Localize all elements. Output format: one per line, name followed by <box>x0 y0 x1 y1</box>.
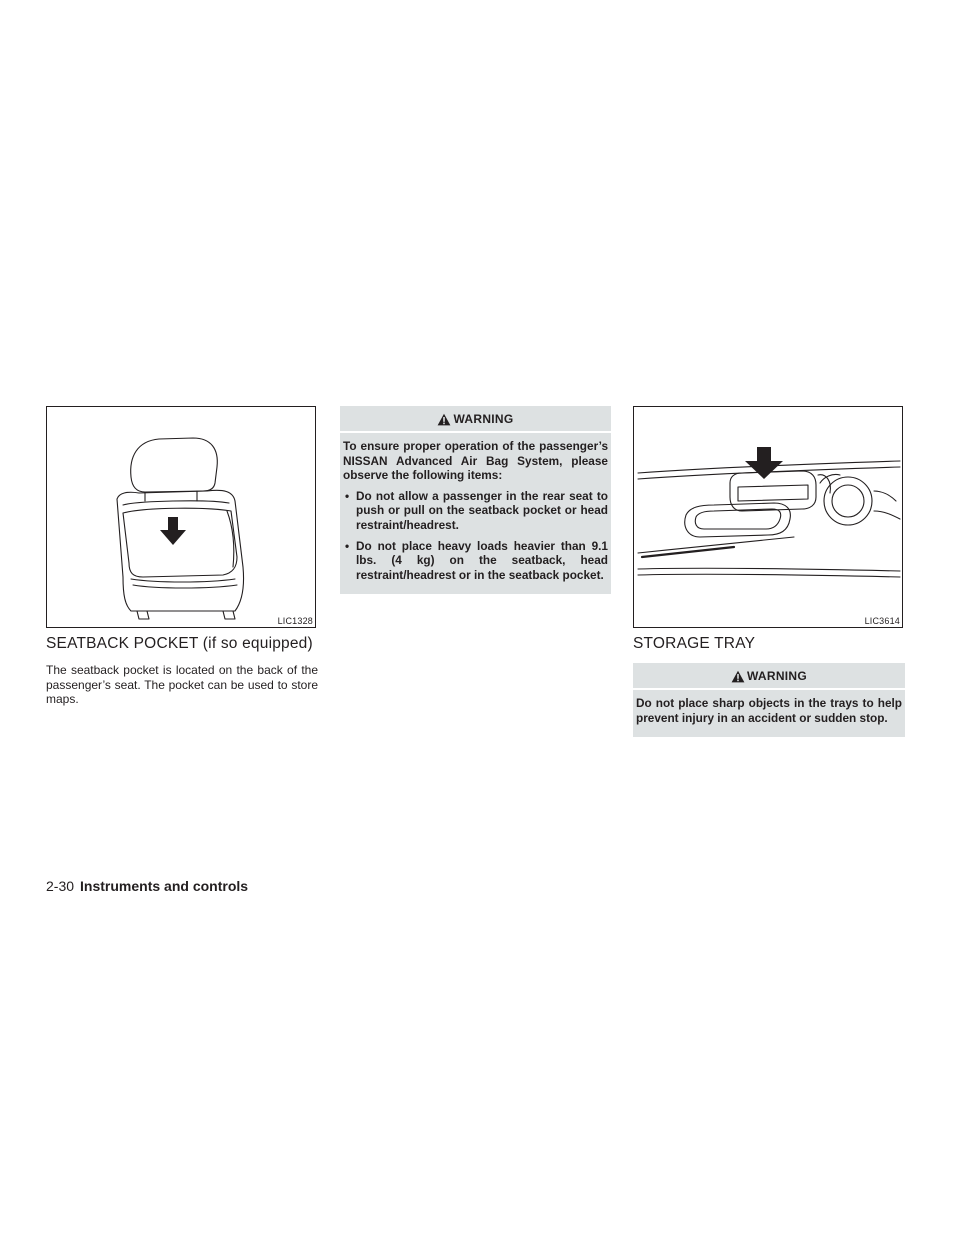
page-number: 2-30 <box>46 878 75 894</box>
storage-tray-illustration <box>633 406 903 628</box>
seat-drawing <box>47 407 317 629</box>
down-arrow-icon <box>745 447 783 479</box>
warning-triangle-icon <box>731 670 745 683</box>
seatback-pocket-illustration <box>46 406 316 628</box>
body-text: The seatback pocket is located on the back of the passenger’s seat. The pocket can be used to store maps. <box>46 663 318 707</box>
warning-text: Do not place sharp objects in the trays to help prevent injury in an accident or sudden stop. <box>636 696 902 725</box>
column-storage-tray <box>633 406 905 737</box>
chapter-title: Instruments and controls <box>80 878 249 894</box>
warning-list <box>343 489 608 583</box>
column-seatback-pocket <box>46 406 318 707</box>
warning-label: WARNING <box>453 412 514 426</box>
warning-box <box>340 406 611 594</box>
list-item: • Do not place heavy loads heavier than 9.1 lbs. (4 kg) on the seatback, head restraint/headrest or in the seatback pocket. <box>343 539 608 583</box>
warning-heading <box>340 406 611 433</box>
warning-heading <box>633 663 905 690</box>
page-footer <box>46 878 248 894</box>
column-airbag-warning <box>340 406 611 594</box>
tray-drawing <box>634 407 904 629</box>
section-title: SEATBACK POCKET (if so equipped) <box>46 635 313 652</box>
figure-code: LIC1328 <box>277 616 313 626</box>
warning-intro: To ensure proper operation of the passenger’s NISSAN Advanced Air Bag System, please observe the following items: <box>343 439 608 483</box>
warning-label: WARNING <box>746 669 808 683</box>
warning-box <box>633 663 905 737</box>
list-item: • Do not allow a passenger in the rear seat to push or pull on the seatback pocket or head restraint/headrest. <box>343 489 608 533</box>
down-arrow-icon <box>160 517 186 545</box>
figure-code: LIC3614 <box>864 616 900 626</box>
section-title: STORAGE TRAY <box>633 635 756 652</box>
warning-triangle-icon <box>437 413 451 426</box>
